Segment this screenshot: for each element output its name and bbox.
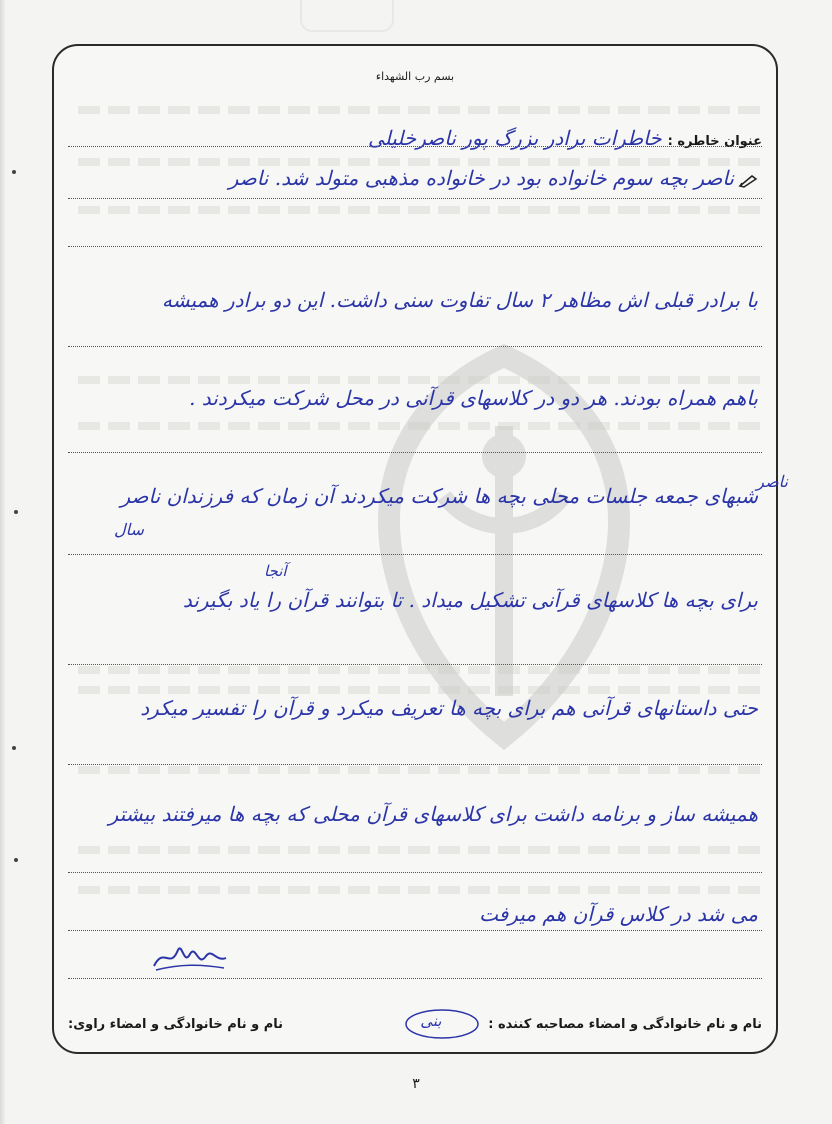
interviewer-label: نام و نام خانوادگی و امضاء مصاحبه کننده :	[488, 1016, 762, 1032]
memory-line: باهم همراه بودند. هر دو در کلاسهای قرآنی در محل شرکت میکردند .	[189, 386, 758, 410]
memory-title-label: عنوان خاطره :	[667, 134, 762, 149]
memory-line: شبهای جمعه جلسات محلی بچه ها شرکت میکردند آن زمان که فرزندان ناصر	[120, 484, 758, 508]
margin-mark	[12, 170, 16, 174]
bismillah-header: بسم رب الشهداء	[375, 70, 455, 83]
dotted-rule	[68, 146, 762, 147]
memory-line: برای بچه ها کلاسهای قرآنی تشکیل میداد . تا بتوانند قرآن را یاد بگیرند	[182, 588, 758, 612]
page-number: ٣	[412, 1076, 420, 1092]
dotted-rule	[68, 764, 762, 765]
dotted-rule	[68, 978, 762, 979]
show-through-text	[70, 886, 760, 894]
margin-note: ناصر	[756, 472, 788, 491]
interviewer-signature: بنی	[402, 1004, 482, 1044]
dotted-rule	[68, 346, 762, 347]
show-through-text	[70, 422, 760, 430]
stamp-ghost	[300, 0, 394, 32]
memory-line: حتی داستانهای قرآنی هم برای بچه ها تعریف میکرد و قرآن را تفسیر میکرد	[140, 696, 758, 720]
dotted-rule	[68, 872, 762, 873]
dotted-rule	[68, 246, 762, 247]
show-through-text	[70, 686, 760, 694]
margin-mark	[14, 858, 18, 862]
show-through-text	[70, 766, 760, 774]
dotted-rule	[68, 452, 762, 453]
dotted-rule	[68, 198, 762, 199]
margin-mark	[12, 746, 16, 750]
insert-note: آنجا	[264, 562, 287, 580]
show-through-text	[70, 206, 760, 214]
show-through-text	[70, 158, 760, 166]
narrator-signature-icon	[150, 936, 230, 976]
memory-line: ناصر بچه سوم خانواده بود در خانواده مذهبی متولد شد. ناصر	[64, 166, 758, 190]
margin-mark	[14, 510, 18, 514]
signature-footer	[68, 1004, 762, 1044]
show-through-text	[70, 846, 760, 854]
margin-note: سال	[114, 520, 144, 539]
signature-loop-icon	[402, 1004, 482, 1044]
show-through-text	[70, 376, 760, 384]
memory-title-value: خاطرات برادر بزرگ پور ناصرخلیلی	[367, 126, 662, 150]
memory-line: همیشه ساز و برنامه داشت برای کلاسهای قرآن محلی که بچه ها میرفتند بیشتر	[108, 802, 758, 826]
memory-line: می شد در کلاس قرآن هم میرفت	[479, 902, 758, 926]
pencil-icon	[738, 174, 758, 188]
dotted-rule	[68, 554, 762, 555]
memory-form-frame	[52, 44, 778, 1054]
memory-line: با برادر قبلی اش مظاهر ۲ سال تفاوت سنی داشت. این دو برادر همیشه	[161, 288, 758, 312]
dotted-rule	[68, 664, 762, 665]
show-through-text	[70, 666, 760, 674]
dotted-rule	[68, 930, 762, 931]
scan-edge	[0, 0, 6, 1124]
narrator-label: نام و نام خانوادگی و امضاء راوی:	[68, 1016, 283, 1032]
show-through-text	[70, 106, 760, 114]
